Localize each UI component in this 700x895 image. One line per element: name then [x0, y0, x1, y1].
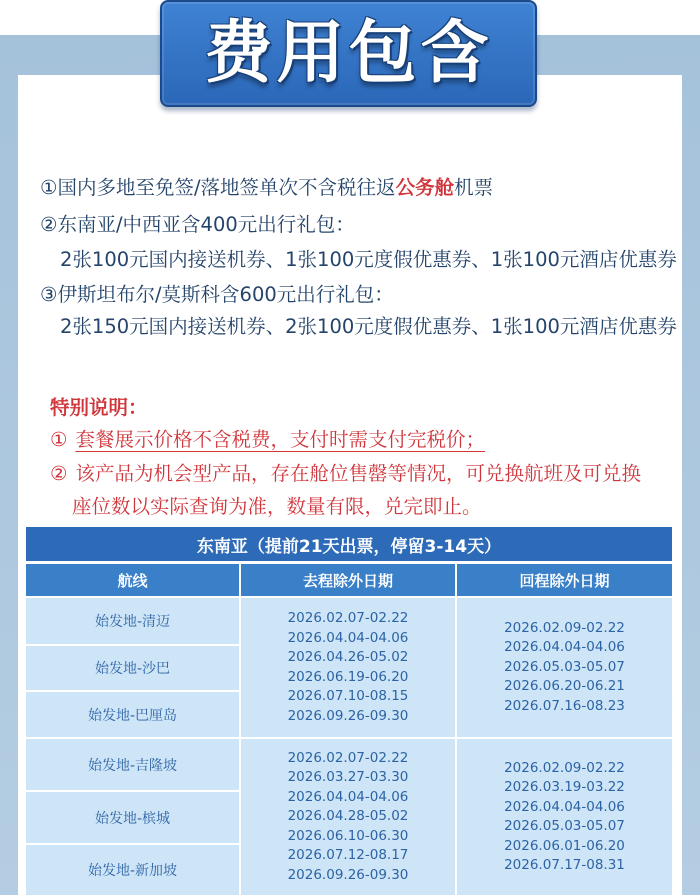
date-range: 2026.07.17-08.31	[504, 857, 625, 873]
route-cell: 始发地-槟城	[26, 792, 239, 843]
route-cell: 始发地-吉隆坡	[26, 739, 239, 790]
inclusion-item-1	[40, 175, 493, 201]
column-header-return: 回程除外日期	[457, 564, 672, 596]
date-range: 2026.04.04-04.06	[287, 629, 409, 646]
date-range: 2026.03.19-03.22	[504, 779, 625, 795]
date-range: 2026.04.28-05.02	[287, 808, 409, 825]
inclusion-item-2	[40, 212, 355, 238]
highlight-text: 公务舱	[395, 176, 455, 199]
column-header-route: 航线	[26, 564, 239, 596]
date-range: 2026.07.16-08.23	[504, 697, 625, 714]
inclusion-item-2-detail: 2张100元国内接送机券、1张100元度假优惠券、1张100元酒店优惠券	[60, 248, 677, 271]
item-text-end: 机票	[454, 176, 494, 199]
item-marker: ①	[40, 176, 58, 199]
notes-heading: 特别说明：	[50, 396, 148, 419]
date-range: 2026.04.04-04.06	[504, 639, 625, 656]
date-range: 2026.09.26-09.30	[287, 866, 409, 883]
route-cell: 始发地-沙巴	[26, 646, 239, 690]
section-banner	[160, 0, 537, 107]
date-range: 2026.02.09-02.22	[504, 759, 625, 776]
date-range: 2026.03.27-03.30	[287, 769, 409, 786]
date-range: 2026.07.10-08.15	[287, 688, 409, 704]
date-range: 2026.02.09-02.22	[504, 619, 625, 636]
date-range: 2026.06.01-06.20	[504, 837, 625, 854]
section-title: 费用包含	[204, 13, 493, 93]
inclusion-item-3-detail: 2张150元国内接送机券、2张100元度假优惠券、1张100元酒店优惠券	[60, 315, 677, 338]
date-range: 2026.06.20-06.21	[504, 678, 625, 695]
date-range: 2026.07.12-08.17	[287, 847, 409, 864]
outbound-excluded-cell	[241, 739, 455, 895]
date-range: 2026.02.07-02.22	[287, 610, 409, 626]
route-cell: 始发地-清迈	[26, 598, 239, 644]
route-cell: 始发地-新加坡	[26, 845, 239, 895]
note-text: 该产品为机会型产品，存在舱位售罄等情况，可兑换航班及可兑换	[75, 462, 641, 485]
date-range: 2026.09.26-09.30	[287, 707, 409, 724]
date-range: 2026.04.04-04.06	[504, 798, 625, 815]
date-range: 2026.06.19-06.20	[287, 668, 409, 685]
table-title: 东南亚（提前21天出票，停留3-14天）	[26, 527, 672, 561]
date-range: 2026.04.04-04.06	[287, 788, 409, 805]
note-item-2-continued: 座位数以实际查询为准，数量有限，兑完即止。	[72, 495, 482, 518]
column-header-outbound: 去程除外日期	[241, 564, 455, 596]
outbound-excluded-cell	[241, 598, 455, 737]
date-range: 2026.06.10-06.30	[287, 827, 409, 844]
date-range: 2026.05.03-05.07	[504, 818, 625, 834]
note-item-1	[50, 427, 485, 453]
note-marker: ②	[50, 462, 68, 485]
note-marker: ①	[50, 428, 68, 451]
item-title: 伊斯坦布尔/莫斯科含600元出行礼包：	[57, 283, 394, 306]
route-cell: 始发地-巴厘岛	[26, 692, 239, 737]
item-marker: ②	[40, 213, 58, 236]
inclusion-item-3	[40, 282, 394, 308]
note-item-2	[50, 461, 641, 487]
item-marker: ③	[40, 283, 58, 306]
item-text: 国内多地至免签/落地签单次不含税往返	[57, 176, 396, 199]
return-excluded-cell	[457, 739, 672, 895]
date-range: 2026.05.03-05.07	[504, 658, 625, 675]
return-excluded-cell	[457, 598, 672, 737]
item-title: 东南亚/中西亚含400元出行礼包：	[57, 213, 355, 236]
date-range: 2026.04.26-05.02	[287, 649, 409, 665]
note-text: 套餐展示价格不含税费，支付时需支付完税价；	[75, 428, 485, 451]
date-range: 2026.02.07-02.22	[287, 749, 409, 766]
